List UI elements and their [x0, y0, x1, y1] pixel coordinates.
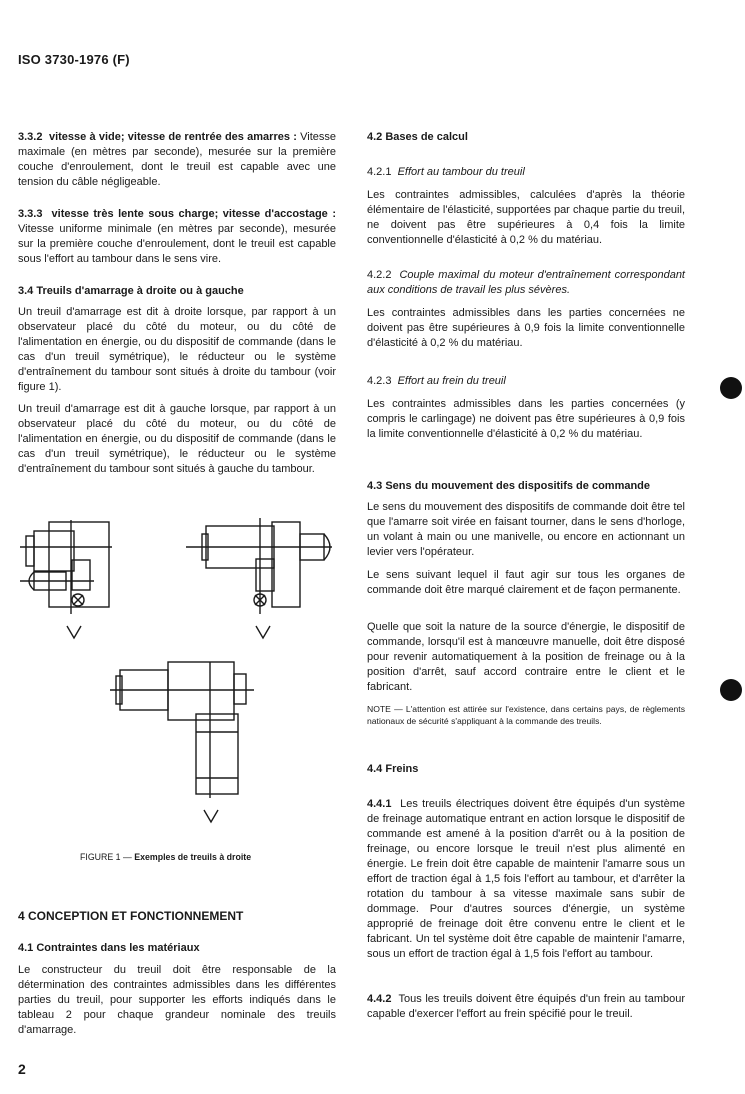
section-4-3-paragraph-3: Quelle que soit la nature de la source d'énergie, le dispositif de commande, lorsqu'il est à manœuvre manuelle, doit être disposé pour revenir automatiquement à la position de freinage ou à la position d'arrêt, sauf accord contraire entre le client et le fabricant.: [367, 621, 685, 693]
section-body: Vitesse uniforme minimale (en mètres par seconde), mesurée sur la première couche d'enroulement, dont le treuil est capable sous l'effort au tambour dans le sens vire.: [18, 223, 336, 265]
note: NOTE — L'attention est attirée sur l'existence, dans certains pays, de règlements nationaux de sécurité s'appliquant à la commande des treuils.: [367, 704, 685, 726]
section-4-2-heading: 4.2 Bases de calcul: [367, 131, 468, 143]
section-4-2-3-heading: 4.2.3 Effort au frein du treuil: [367, 375, 506, 387]
section-number: 3.3.2: [18, 131, 43, 143]
section-4-4-2: 4.4.2 Tous les treuils doivent être équipés d'un frein au tambour capable d'exercer l'effort au frein spécifié pour le treuil.: [367, 993, 686, 1020]
winch-diagram-c: [110, 662, 254, 822]
section-4-2-2-heading: 4.2.2 Couple maximal du moteur d'entraînement correspondant aux conditions de travail les plus sévères.: [367, 269, 685, 296]
section-body: Vitesse maximale (en mètres par seconde), mesurée sur la première couche d'enroulement, dont le treuil est capable avec une tension du câble négligeable.: [18, 131, 337, 188]
section-3-3-3: [18, 207, 336, 267]
section-3-4-paragraph-2: Un treuil d'amarrage est dit à gauche lorsque, par rapport à un observateur placé du côté du moteur, ou du côté de l'alimentation en énergie, ou du dispositif de commande (dans le cas d'un treuil symétrique), le réducteur ou le système d'entraînement du tambour sont situés à gauche du tambour.: [18, 403, 336, 475]
figure-1-winch-diagrams: [14, 514, 344, 844]
winch-diagram-a: [20, 520, 112, 638]
binding-hole: [720, 679, 742, 701]
section-title: vitesse à vide; vitesse de rentrée des amarres :: [48, 131, 297, 143]
winch-diagram-b: [186, 518, 332, 638]
section-3-4-paragraph-1: Un treuil d'amarrage est dit à droite lorsque, par rapport à un observateur placé du côté du moteur, ou du côté de l'alimentation en énergie, ou du dispositif de commande (dans le cas d'un treuil symétrique), le réducteur ou le système d'entraînement du tambour sont situés à droite du tambour (voir figure 1).: [18, 306, 336, 393]
figure-1-caption: FIGURE 1 — Exemples de treuils à droite: [80, 852, 252, 862]
section-number: 3.3.3: [18, 208, 43, 220]
page-number: 2: [18, 1061, 26, 1077]
section-3-4-heading: 3.4 Treuils d'amarrage à droite ou à gauche: [18, 285, 244, 297]
document-header: ISO 3730-1976 (F): [18, 52, 130, 67]
section-title: vitesse très lente sous charge; vitesse d'accostage :: [51, 208, 336, 220]
section-4-3-paragraph-1: Le sens du mouvement des dispositifs de commande doit être tel que l'amarre soit virée en faisant tourner, dans le sens d'horloge, un volant à main ou une manivelle, ou encore en actionnant un levier vers l'opérateur.: [367, 501, 685, 558]
section-4-1-heading: 4.1 Contraintes dans les matériaux: [18, 942, 200, 954]
binding-hole: [720, 377, 742, 399]
section-4-3-paragraph-2: Le sens suivant lequel il faut agir sur tous les organes de commande doit être marqué clairement et de façon permanente.: [367, 569, 685, 596]
section-4-4-heading: 4.4 Freins: [367, 763, 419, 775]
section-4-2-3-body: Les contraintes admissibles dans les parties concernées (y compris le carlingage) ne doivent pas être supérieures à 0,9 fois la limite conventionnelle d'élasticité à 0,2 % du matériau.: [367, 398, 685, 440]
section-4-2-1-body: Les contraintes admissibles, calculées d'après la théorie élémentaire de l'élasticité, supportées par chaque partie du treuil, ne doivent pas être supérieures à 0,4 fois la limite conventionnelle d'élasticité à 0,2 % du matériau.: [367, 189, 685, 246]
section-4-heading: 4 CONCEPTION ET FONCTIONNEMENT: [18, 909, 244, 923]
section-3-3-2: [18, 130, 336, 190]
section-4-2-1-heading: 4.2.1 Effort au tambour du treuil: [367, 166, 525, 178]
section-4-4-1: 4.4.1 Les treuils électriques doivent être équipés d'un système de freinage automatique entrant en action lorsque le dispositif de commande est amené à la position d'arrêt ou à la position de freinage, ou encore lorsque le treuil n'est plus alimenté en énergie. Le frein doit être capable de maintenir l'amarre sous un effort de traction égal à 1,5 fois l'effort au tambour, et d'arrêter la rotation du tambour à sa vitesse maximale sans subir de dommage. Pour d'autres sources d'énergie, un système approprié de freinage doit être convenu entre le client et le fabricant. Un tel système doit être capable de maintenir l'amarre, sous un effort de traction égal à 1,5 fois l'effort au tambour.: [367, 798, 685, 960]
section-4-2-2-body: Les contraintes admissibles dans les parties concernées ne doivent pas être supérieures à 0,9 fois la limite conventionnelle d'élasticité à 0,2 % du matériau.: [367, 307, 685, 349]
section-4-1-body: Le constructeur du treuil doit être responsable de la détermination des contraintes admissibles dans les différentes parties du treuil, pour supporter les efforts indiqués dans le tableau 2 pour chaque grandeur nominale des treuils d'amarrage.: [18, 964, 336, 1036]
section-4-3-heading: 4.3 Sens du mouvement des dispositifs de commande: [367, 480, 651, 492]
